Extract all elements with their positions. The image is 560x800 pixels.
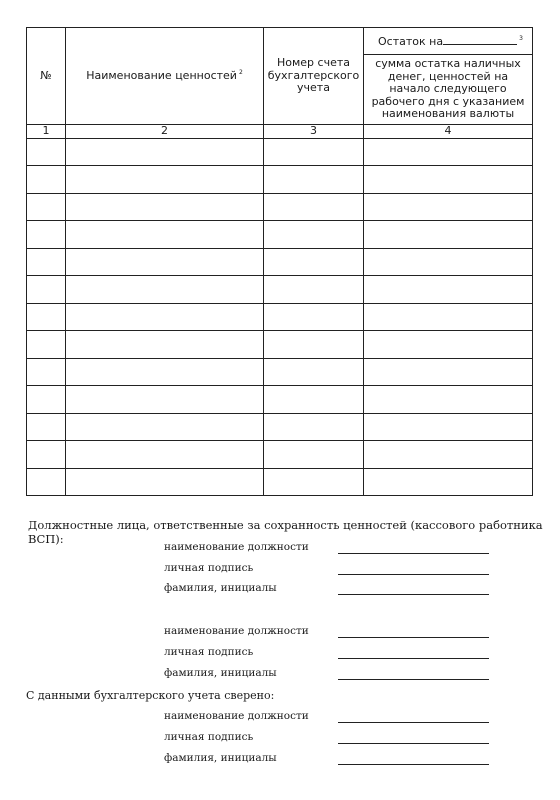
table-row bbox=[27, 358, 533, 386]
table-row bbox=[27, 331, 533, 359]
table-cell[interactable] bbox=[264, 303, 364, 331]
table-cell[interactable] bbox=[364, 358, 533, 386]
table-cell[interactable] bbox=[66, 303, 264, 331]
table-cell[interactable] bbox=[27, 193, 66, 221]
position-blank-line bbox=[338, 637, 489, 638]
footnote-mark: 2 bbox=[238, 69, 243, 77]
table-cell[interactable] bbox=[66, 468, 264, 496]
signature-field-position bbox=[164, 625, 494, 639]
table-cell[interactable] bbox=[27, 166, 66, 194]
table-row bbox=[27, 193, 533, 221]
field-label: наименование должности bbox=[164, 625, 309, 637]
signature-field-name bbox=[164, 752, 494, 766]
signature-field-signature bbox=[164, 731, 494, 745]
table-cell[interactable] bbox=[364, 166, 533, 194]
table-cell[interactable] bbox=[27, 468, 66, 496]
table-cell[interactable] bbox=[264, 331, 364, 359]
responsible-persons-title: Должностные лица, ответственные за сохранность ценностей (кассового работника ВСП): bbox=[28, 518, 543, 546]
table-cell[interactable] bbox=[364, 138, 533, 166]
table-cell[interactable] bbox=[27, 248, 66, 276]
table-cell[interactable] bbox=[27, 386, 66, 414]
signature-field-name bbox=[164, 667, 494, 681]
name-blank-line bbox=[338, 764, 489, 765]
table-cell[interactable] bbox=[364, 441, 533, 469]
table-cell[interactable] bbox=[364, 468, 533, 496]
position-blank-line bbox=[338, 722, 489, 723]
column-number: 3 bbox=[264, 125, 364, 139]
table-cell[interactable] bbox=[66, 193, 264, 221]
table-row bbox=[27, 303, 533, 331]
signature-field-position bbox=[164, 541, 494, 555]
table-header-row bbox=[27, 28, 533, 55]
table-cell[interactable] bbox=[364, 331, 533, 359]
table-cell[interactable] bbox=[27, 441, 66, 469]
table-cell[interactable] bbox=[264, 386, 364, 414]
valuables-table bbox=[26, 27, 533, 496]
field-label: личная подпись bbox=[164, 731, 254, 743]
field-label: фамилия, инициалы bbox=[164, 752, 277, 764]
table-row bbox=[27, 468, 533, 496]
signature-blank-line bbox=[338, 743, 489, 744]
field-label: наименование должности bbox=[164, 541, 309, 553]
table-cell[interactable] bbox=[66, 331, 264, 359]
table-cell[interactable] bbox=[66, 358, 264, 386]
table-cell[interactable] bbox=[27, 413, 66, 441]
column-number: 4 bbox=[364, 125, 533, 139]
table-row bbox=[27, 441, 533, 469]
table-cell[interactable] bbox=[27, 303, 66, 331]
position-blank-line bbox=[338, 553, 489, 554]
table-cell[interactable] bbox=[264, 138, 364, 166]
table-cell[interactable] bbox=[364, 248, 533, 276]
table-body bbox=[27, 138, 533, 496]
column-number: 1 bbox=[27, 125, 66, 139]
signature-blank-line bbox=[338, 574, 489, 575]
table-row bbox=[27, 248, 533, 276]
table-cell[interactable] bbox=[66, 441, 264, 469]
name-blank-line bbox=[338, 594, 489, 595]
signature-field-signature bbox=[164, 562, 494, 576]
header-balance-on: Остаток на $^3$ bbox=[364, 28, 533, 55]
table-row bbox=[27, 413, 533, 441]
table-row bbox=[27, 166, 533, 194]
signature-field-name bbox=[164, 582, 494, 596]
column-number-row bbox=[27, 125, 533, 139]
table-cell[interactable] bbox=[66, 413, 264, 441]
table-cell[interactable] bbox=[66, 221, 264, 249]
verification-title: С данными бухгалтерского учета сверено: bbox=[26, 689, 275, 702]
table-cell[interactable] bbox=[66, 386, 264, 414]
table-row bbox=[27, 276, 533, 304]
table-cell[interactable] bbox=[66, 248, 264, 276]
footnote-mark: 3 bbox=[519, 35, 523, 43]
table-cell[interactable] bbox=[27, 331, 66, 359]
name-blank-line bbox=[338, 679, 489, 680]
table-cell[interactable] bbox=[66, 138, 264, 166]
table-cell[interactable] bbox=[364, 276, 533, 304]
table-cell[interactable] bbox=[264, 221, 364, 249]
table-cell[interactable] bbox=[27, 138, 66, 166]
table-cell[interactable] bbox=[364, 221, 533, 249]
table-cell[interactable] bbox=[66, 166, 264, 194]
header-balance-sum: сумма остатка наличных денег, ценностей на начало следующего рабочего дня с указанием наименования валюты bbox=[364, 55, 533, 125]
table-row bbox=[27, 386, 533, 414]
table-cell[interactable] bbox=[264, 276, 364, 304]
table-cell[interactable] bbox=[264, 468, 364, 496]
field-label: личная подпись bbox=[164, 562, 254, 574]
table-cell[interactable] bbox=[264, 413, 364, 441]
table-cell[interactable] bbox=[264, 248, 364, 276]
table-row bbox=[27, 138, 533, 166]
header-number: № bbox=[27, 28, 66, 125]
table-cell[interactable] bbox=[264, 441, 364, 469]
table-cell[interactable] bbox=[364, 303, 533, 331]
table-cell[interactable] bbox=[27, 358, 66, 386]
field-label: личная подпись bbox=[164, 646, 254, 658]
table-cell[interactable] bbox=[66, 276, 264, 304]
table-cell[interactable] bbox=[364, 386, 533, 414]
table-cell[interactable] bbox=[27, 221, 66, 249]
signature-blank-line bbox=[338, 658, 489, 659]
field-label: фамилия, инициалы bbox=[164, 582, 277, 594]
table-cell[interactable] bbox=[264, 358, 364, 386]
table-cell[interactable] bbox=[27, 276, 66, 304]
signature-field-position bbox=[164, 710, 494, 724]
table-cell[interactable] bbox=[264, 193, 364, 221]
header-valuables-name: Наименование ценностей $^2$ bbox=[66, 28, 264, 125]
table-cell[interactable] bbox=[364, 193, 533, 221]
date-blank bbox=[443, 34, 517, 45]
column-number: 2 bbox=[66, 125, 264, 139]
table-row bbox=[27, 221, 533, 249]
header-account-number: Номер счета бухгалтерского учета bbox=[264, 28, 364, 125]
signature-field-signature bbox=[164, 646, 494, 660]
table-cell[interactable] bbox=[264, 166, 364, 194]
field-label: наименование должности bbox=[164, 710, 309, 722]
field-label: фамилия, инициалы bbox=[164, 667, 277, 679]
table-cell[interactable] bbox=[364, 413, 533, 441]
